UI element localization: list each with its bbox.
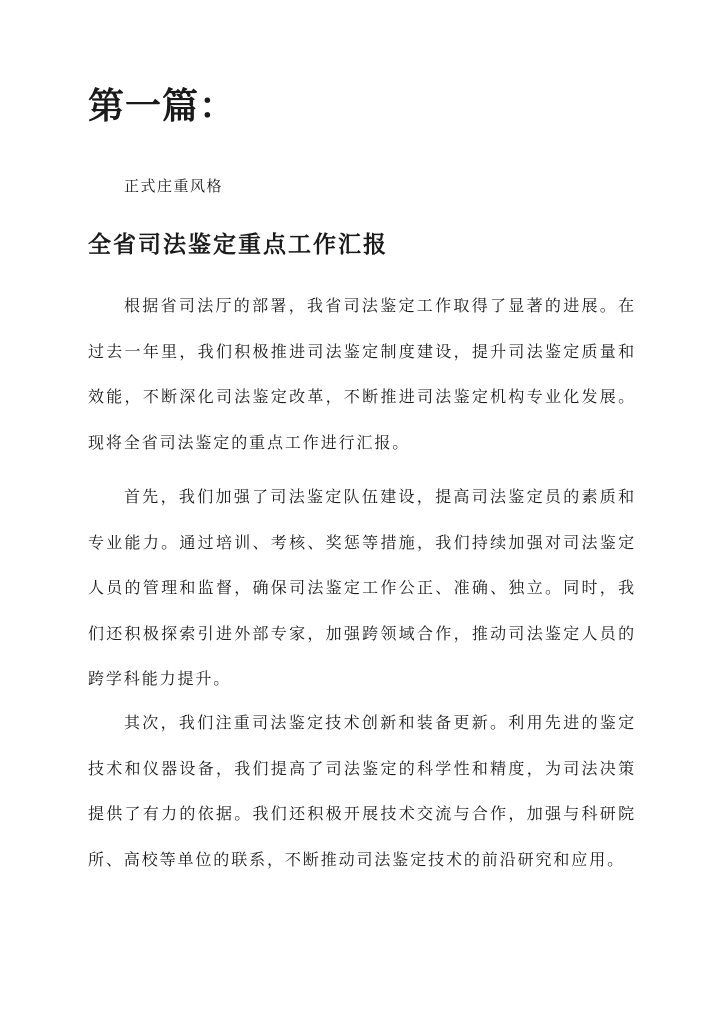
document-heading: 全省司法鉴定重点工作汇报 xyxy=(88,231,388,258)
body-paragraph-3: 其次，我们注重司法鉴定技术创新和装备更新。利用先进的鉴定技术和仪器设备，我们提高了司法鉴定的科学性和精度，为司法决策提供了有力的依据。我们还积极开展技术交流与合作，加强与科研院所、高校等单位的联系，不断推动司法鉴定技术的前沿研究和应用。 xyxy=(88,713,636,869)
document-subtitle: 正式庄重风格 xyxy=(124,177,224,195)
body-paragraph-2: 首先，我们加强了司法鉴定队伍建设，提高司法鉴定员的素质和专业能力。通过培训、考核、奖惩等措施，我们持续加强对司法鉴定人员的管理和监督，确保司法鉴定工作公正、准确、独立。同时，我们还积极探索引进外部专家，加强跨领域合作，推动司法鉴定人员的跨学科能力提升。 xyxy=(88,487,636,688)
body-paragraph-1: 根据省司法厅的部署，我省司法鉴定工作取得了显著的进展。在过去一年里，我们积极推进司法鉴定制度建设，提升司法鉴定质量和效能，不断深化司法鉴定改革，不断推进司法鉴定机构专业化发展。现将全省司法鉴定的重点工作进行汇报。 xyxy=(88,296,636,452)
chapter-title: 第一篇： xyxy=(88,85,237,127)
